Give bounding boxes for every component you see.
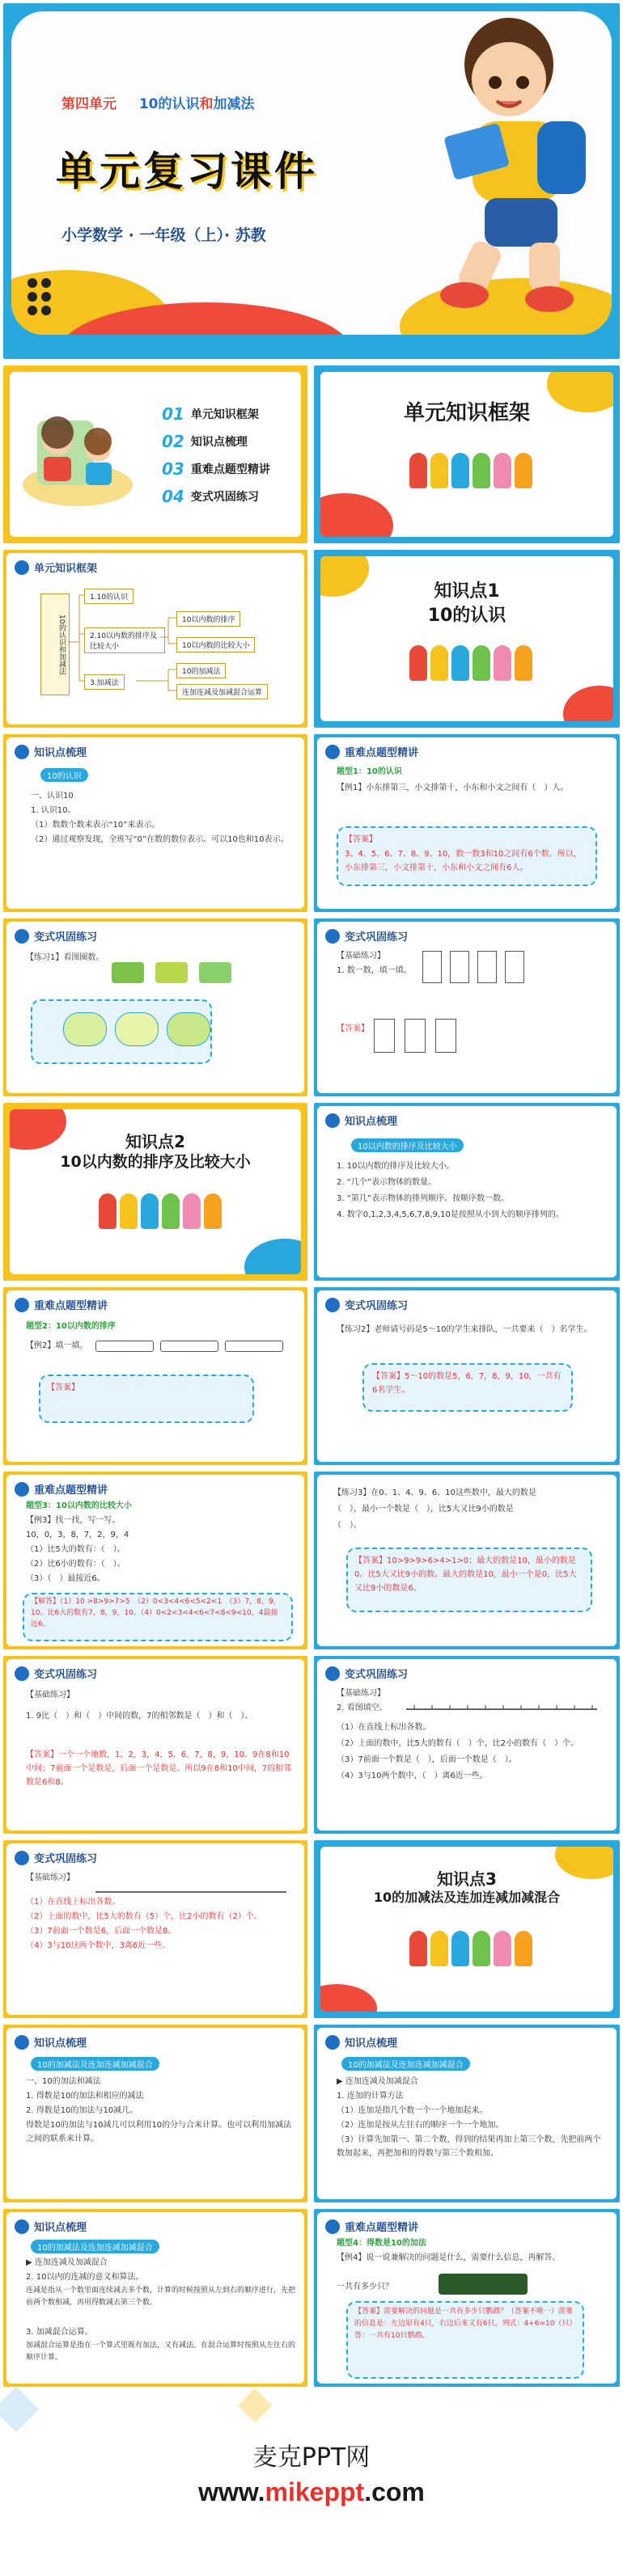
var4-line-1: 【练习3】在0、1、4、9、6、10这些数中，最大的数是: [333, 1489, 536, 1497]
header-dot-icon: [15, 745, 29, 759]
sort5-line-1: ▶ 连加连减及加减混合: [26, 2258, 108, 2267]
var3-slide: [314, 1287, 620, 1465]
sort1-slide: [3, 734, 307, 912]
topic-pill: 10的认识: [40, 768, 88, 782]
sort5-line-2: 2. 10以内的连减的意义和算法。: [26, 2273, 144, 2282]
key4-slide: [314, 2209, 620, 2387]
var5-panel: [6, 1659, 304, 1831]
mindmap-connectors: [6, 553, 304, 724]
header-text: 知识点梳理: [34, 2222, 87, 2234]
toc-panel: [10, 372, 301, 537]
mindmap-leaf-1: 10以内数的排序: [176, 611, 240, 627]
key2-panel: [6, 1290, 304, 1462]
var5-answer: 【答案】一个一个地数，1，2，3，4，5，6，7，8，9，10。9在8和10中间；7前面一个是数是，后面一个是数是。所以9在8和10中间，7的相邻数是6和8。: [26, 1750, 292, 1787]
section-frame-panel: [320, 372, 613, 537]
key1-tag: 题型1：10的认识: [337, 767, 402, 776]
var6-panel: [317, 1659, 617, 1831]
var7-line-3: （2）上面的数中，比5大的数有（5）个，比2小的数有（2）个。: [26, 1912, 262, 1921]
header-text: 单元知识框架: [34, 563, 98, 575]
brand-name: 麦克PPT网: [252, 2443, 371, 2472]
sort1-line-2: 1. 认识10。: [31, 806, 76, 815]
var6-line-4: （2）上面的数中，比5大的数有（ ）个，比2小的数有（ ）个。: [337, 1739, 579, 1748]
header-text: 知识点梳理: [34, 2038, 87, 2050]
sort1-line-4: （2）通过观察发现，全班写“0”在数的数位表示。可以10也和10表示。: [31, 835, 289, 844]
var6-line-6: （4）3与10两个数中，（ ）离6近一些。: [337, 1772, 488, 1780]
key2-slide: [3, 1287, 307, 1465]
kids-illustration: [409, 1931, 532, 1966]
slide-header: [325, 1113, 397, 1128]
var7-line-5: （4）3与10这两个数中，3离6近一些。: [26, 1941, 171, 1950]
toc-illustration: [21, 396, 134, 509]
key3-answer: 【解答】（1）10 >8>9>7>5 （2）0<3<4<6<5<2<1 （3）7，8，9，10。比6大的数有7，8，9，10。（4）0<2<3<4<6<7<8<9<10，4最接近6。: [31, 1598, 281, 1628]
var7-slide: [3, 1840, 307, 2018]
kp2-title-b: 10以内数的排序及比较大小: [60, 1153, 251, 1171]
toc-num-1: 01: [162, 404, 184, 424]
unit-title: [61, 92, 255, 112]
topic-pill: 10的加减法及连加连减加减混合: [31, 2240, 159, 2253]
var4-answer: 【答案】10>9>9>6>4>1>0；最大的数是10，最小的数是0。比5大又比9小的数。最大的数是10，最小一个是0，比5大又比9小的数是6。: [354, 1556, 577, 1593]
header-text: 变式巩固练习: [34, 1853, 98, 1865]
mindmap-node-1: 1.10的认识: [84, 589, 134, 604]
sort1-line-3: （1）数数个数来表示“10”来表示。: [31, 821, 160, 830]
key3-line-1: 【例3】找一找，写一写。: [26, 1516, 121, 1525]
slide-header: [325, 744, 418, 759]
url-prefix: www.: [198, 2477, 265, 2506]
sort2-line-3: 3. “第几”表示物体的排列顺序。按顺序数一数。: [337, 1194, 510, 1203]
key2-ans: 【答案】: [47, 1383, 79, 1392]
sort4-slide: [314, 2025, 620, 2202]
slide-header: [325, 2219, 418, 2234]
key4-answer: 【答案】需要解决的问题是一共有多少只鹦鹉？（答案不唯一）需要的信息是：左边原有4只，右边后来又有6只。列式：4+6=10（只）答：一共有10只鹦鹉。: [354, 2308, 574, 2340]
var4-line-2: （ ），最小一个数是（ ），比5大又比9小的数是: [333, 1505, 514, 1514]
sort2-panel: [317, 1106, 617, 1277]
header-text: 重难点题型精讲: [34, 1484, 108, 1497]
var5-line-2: 1. 9比（ ）和（ ）中间的数，7的相邻数是（ ）和（ ）。: [26, 1712, 253, 1721]
url-domain: mikeppt: [265, 2477, 365, 2506]
sort5-panel: [6, 2212, 304, 2384]
topic-pill: 10以内数的排序及比较大小: [351, 1138, 464, 1152]
url-suffix: .com: [364, 2477, 425, 2506]
footer: [0, 2393, 623, 2576]
number-line: [406, 1701, 600, 1717]
sort5-line-3: 连减是指从一个数里面连续减去多个数，计算的时候按照从左到右的顺序进行，先把前两个数相减，再用得数减去第三个数。: [26, 2287, 296, 2307]
sort4-line-5: （3）计算先加第一、第二个数，得到的结果再加上第三个数，先把前两个数加起来，再把加和的得数与第三个数相加。: [337, 2135, 601, 2158]
kp1-title-b: 10的认识: [427, 606, 506, 626]
key1-answer: 3、4、5、6、7、8、9、10，数一数3和10之间有6个数。所以，小东排第三，小文排第十，小东和小文之间有6人。: [345, 850, 582, 872]
sort4-line-4: （2）连加是按从左往右的顺序一个一个地加。: [337, 2121, 504, 2130]
key1-question: 【例1】小东排第三，小文排第十，小东和小文之间有（ ）人。: [337, 783, 569, 792]
toc-item-4[interactable]: [162, 487, 259, 506]
unit-title-a: 10的认识: [138, 96, 200, 112]
key3-line-4: （2）比6小的数有：（ ）。: [26, 1560, 125, 1569]
brand-url[interactable]: [0, 2477, 623, 2507]
var7-line-2: （1）在直线上标出各数。: [26, 1898, 121, 1907]
footer-decor-right: [238, 2388, 272, 2422]
var3-panel: [317, 1290, 617, 1462]
red-blob: [320, 1984, 377, 2012]
var6-line-1: 【基础练习】: [337, 1689, 385, 1698]
var3-answer: 【答案】5～10的数是5，6，7，8，9，10，一共有6名学生。: [372, 1372, 562, 1395]
toc-label-2: 知识点梳理: [190, 436, 248, 449]
sort5-line-4: 3. 加减混合运算。: [26, 2328, 93, 2337]
mindmap-leaf-4: 连加连减及加减混合运算: [176, 684, 268, 699]
sort3-line-1: 一、10的加法和减法: [26, 2077, 101, 2086]
kp2-title-a: 知识点2: [125, 1132, 185, 1151]
var5-slide: [3, 1656, 307, 1834]
topic-pill: 10的加减法及连加连减加减混合: [341, 2057, 470, 2071]
sort3-line-4: 得数是10的加法与10减几可以利用10的分与合来计算。也可以利用加减法之间的联系来计算。: [26, 2121, 292, 2143]
sort3-line-2: 1. 得数是10的加法和相应的减法: [26, 2092, 144, 2101]
slide-header: [325, 2034, 397, 2050]
mindmap-root: 10的认识和加减法: [40, 593, 70, 695]
var2-q: 【基础练习】: [337, 952, 385, 961]
section-title: 单元知识框架: [403, 401, 530, 425]
key4-pic-label: 一共有多少只？: [337, 2283, 393, 2291]
toc-num-3: 03: [162, 459, 184, 479]
kp2-slide: [3, 1103, 307, 1281]
counter-grid: [422, 951, 524, 983]
key3-line-3: （1）比5大的数有：（ ）。: [26, 1545, 125, 1554]
sort1-line-1: 一、认识10: [31, 792, 74, 800]
header-dot-icon: [325, 1113, 340, 1128]
framework-panel: [6, 553, 304, 724]
header-dot-icon: [15, 1298, 29, 1312]
sort2-line-2: 2. “几个”表示物体的数量。: [337, 1178, 437, 1187]
slide-header: [15, 1481, 108, 1497]
kp3-panel: [320, 1847, 613, 2012]
unit-title-and: 和: [199, 96, 214, 112]
header-text: 知识点梳理: [34, 747, 87, 759]
kids-illustration: [409, 453, 532, 488]
header-text: 知识点梳理: [345, 1116, 398, 1128]
unit-label: 第四单元: [61, 96, 117, 112]
slide-header: [15, 928, 97, 944]
number-train: [95, 1341, 283, 1352]
toc-item-1[interactable]: [162, 404, 259, 424]
var7-line-1: 【基础练习】: [26, 1873, 74, 1882]
toc-label-3: 重难点题型精讲: [190, 463, 270, 476]
picture-row: [112, 962, 231, 983]
header-dot-icon: [15, 929, 29, 944]
framework-slide: [3, 550, 307, 728]
kp1-slide: [314, 550, 620, 728]
slide-header: [325, 928, 408, 944]
var1-panel: [6, 922, 304, 1093]
kp3-title-b: 10的加减法及连加连减加减混合: [373, 1890, 561, 1905]
kids-illustration: [409, 645, 532, 681]
toc-label-4: 变式巩固练习: [190, 491, 259, 504]
header-dot-icon: [15, 1666, 29, 1681]
header-dot-icon: [15, 1851, 29, 1865]
kp3-slide: [314, 1840, 620, 2018]
sort5-line-5: 加减混合运算是指在一个算式里既有加法，又有减法。在混合运算时按照从左往右的顺序计算。: [26, 2342, 296, 2362]
var6-slide: [314, 1656, 620, 1834]
header-text: 重难点题型精讲: [345, 2222, 419, 2234]
parrot-picture: [439, 2274, 528, 2295]
var2-panel: [317, 922, 617, 1093]
header-text: 变式巩固练习: [345, 1669, 409, 1681]
red-blob: [320, 493, 393, 537]
key3-panel: [6, 1475, 304, 1646]
var1-question: 【练习1】看图圈数。: [26, 953, 104, 962]
var6-line-3: （1）在直线上标出各数。: [337, 1723, 431, 1732]
subtitle: 小学数学 · 一年级（上）· 苏教: [61, 226, 266, 244]
key4-tag: 题型4：得数是10的加法: [337, 2239, 426, 2248]
cover-slide: [3, 3, 620, 359]
sort4-line-1: ▶ 连加连减及加减混合: [337, 2077, 418, 2086]
var4-line-3: （ ）。: [333, 1521, 362, 1530]
var5-line-1: 【基础练习】: [26, 1691, 74, 1700]
sort2-line-1: 1. 10以内数的排序及比较大小。: [337, 1162, 455, 1171]
mindmap-node-3: 3.加减法: [84, 674, 125, 690]
slide-header: [325, 1297, 408, 1312]
sort2-line-4: 4. 数字0,1,2,3,4,5,6,7,8,9,10是按照从小到大的顺序排列的。: [337, 1210, 564, 1219]
header-dot-icon: [325, 2219, 340, 2234]
toc-item-3[interactable]: [162, 459, 270, 479]
header-text: 变式巩固练习: [34, 931, 98, 944]
slide-header: [15, 2034, 87, 2050]
key1-slide: [314, 734, 620, 912]
footer-decor-left: [0, 2387, 39, 2433]
key3-tag: 题型3：10以内数的比较大小: [26, 1501, 132, 1510]
var1-slide: [3, 918, 307, 1096]
mindmap-leaf-2: 10以内数的比较大小: [176, 637, 255, 652]
sort5-slide: [3, 2209, 307, 2387]
sort2-slide: [314, 1103, 620, 1281]
header-text: 知识点梳理: [345, 2038, 398, 2050]
slide-header: [15, 1666, 97, 1681]
sort4-panel: [317, 2028, 617, 2199]
slide-header: [325, 1666, 408, 1681]
header-dot-icon: [15, 2035, 29, 2050]
sort3-panel: [6, 2028, 304, 2199]
red-blob: [563, 686, 613, 721]
var3-question: 【练习2】老师请号码是5～10的学生来排队，一共要来（ ）名学生。: [337, 1325, 592, 1334]
mindmap-leaf-3: 10的加减法: [176, 663, 226, 678]
kp1-panel: [320, 556, 613, 721]
section-frame-slide: [314, 365, 620, 543]
decor-dots: [28, 278, 51, 315]
answer-title: 【答案】: [345, 835, 377, 844]
toc-item-2[interactable]: [162, 432, 248, 451]
slide-header: [15, 1850, 97, 1865]
blue-blob: [244, 1239, 301, 1274]
header-text: 重难点题型精讲: [34, 1300, 108, 1312]
slide-header: [15, 744, 87, 759]
topic-pill: 10的加减法及连加连减加减混合: [31, 2057, 159, 2071]
key3-slide: [3, 1472, 307, 1649]
toc-num-2: 02: [162, 432, 184, 451]
header-text: 变式巩固练习: [345, 1300, 409, 1312]
sort3-line-3: 2. 得数是10的加法与10减几。: [26, 2106, 138, 2115]
sort4-line-2: 1. 连加的计算方法: [337, 2092, 404, 2101]
main-title: 单元复习课件: [56, 148, 318, 195]
toc-num-4: 04: [162, 487, 184, 506]
key2-tag: 题型2：10以内数的排序: [26, 1322, 116, 1331]
sort4-line-3: （1）连加是指几个数一个一个地加起来。: [337, 2106, 488, 2115]
key4-question: 【例4】说一说兼解决的问题是什么，需要什么信息，再解答。: [337, 2253, 561, 2262]
var7-line-4: （3）7前面一个数是6，后面一个数是8。: [26, 1927, 176, 1936]
var6-line-5: （3）7前面一个数是（ ），后面一个数是（ ）。: [337, 1755, 517, 1764]
toc-label-1: 单元知识框架: [190, 408, 259, 421]
header-text: 变式巩固练习: [34, 1669, 98, 1681]
kp1-title-a: 知识点1: [434, 581, 500, 602]
kp3-title-a: 知识点3: [437, 1869, 497, 1889]
slide-header: [15, 2219, 87, 2234]
var2-slide: [314, 918, 620, 1096]
var4-panel: [317, 1475, 617, 1646]
kp2-panel: [10, 1109, 301, 1274]
toc-slide: [3, 365, 307, 543]
answer-pictures: [63, 1012, 210, 1046]
var2-ans: 【答案】: [337, 1024, 369, 1033]
var4-slide: [314, 1472, 620, 1649]
number-line: [95, 1884, 290, 1900]
sort3-slide: [3, 2025, 307, 2202]
unit-title-b: 加减法: [213, 96, 255, 112]
answer-grid: [374, 1019, 456, 1053]
header-dot-icon: [325, 2035, 340, 2050]
key4-panel: [317, 2212, 617, 2384]
header-dot-icon: [325, 929, 340, 944]
key2-question: 【例2】填一填。: [26, 1341, 88, 1350]
header-text: 变式巩固练习: [345, 931, 409, 944]
header-text: 重难点题型精讲: [345, 747, 419, 759]
key1-panel: [317, 737, 617, 909]
header-dot-icon: [325, 1298, 340, 1312]
kids-illustration: [99, 1193, 222, 1229]
sort1-panel: [6, 737, 304, 909]
header-dot-icon: [15, 1482, 29, 1497]
boy-illustration: [416, 11, 602, 323]
cover-panel: [11, 11, 612, 335]
key3-line-2: 10，0，3，8，7，2，9，4: [26, 1531, 129, 1539]
header-dot-icon: [325, 745, 340, 759]
header-dot-icon: [325, 1666, 340, 1681]
slide-header: [15, 1297, 108, 1312]
var6-line-2: 2. 看图填空。: [337, 1704, 388, 1712]
header-dot-icon: [15, 2219, 29, 2234]
var7-panel: [6, 1843, 304, 2015]
var2-sub: 1. 数一数，填一填。: [337, 966, 412, 975]
key3-line-5: （3）（ ）最接近6。: [26, 1574, 105, 1583]
mindmap-node-2: 2.10以内数的排序及比较大小: [84, 627, 165, 653]
